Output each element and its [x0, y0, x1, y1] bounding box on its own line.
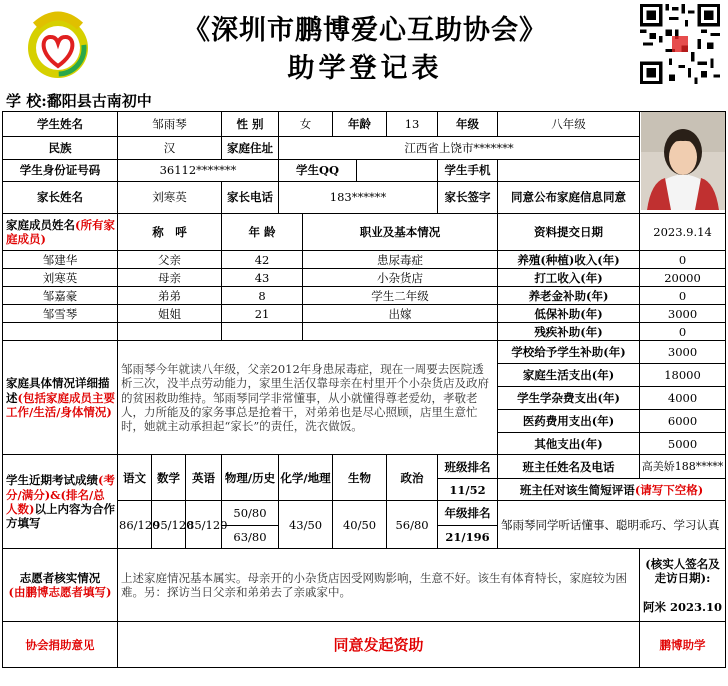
member-name: 刘寒英	[3, 269, 118, 287]
volunteer-text: 上述家庭情况基本属实。母亲开的小杂货店因受网购影响，生意不好。该生有体育特长，家庭较为困难。另：探访当日父亲和弟弟去了亲戚家中。	[118, 549, 640, 622]
class-rank-label: 班级排名	[438, 455, 498, 479]
member-age-empty	[222, 323, 303, 341]
grade-rank: 21/196	[438, 526, 498, 549]
score-chinese: 86/120	[118, 501, 152, 549]
score-politics: 56/80	[387, 501, 438, 549]
income-value: 18000	[640, 364, 726, 387]
member-job: 出嫁	[303, 305, 498, 323]
member-relation-empty	[118, 323, 222, 341]
age-label: 年龄	[333, 112, 387, 137]
member-job: 患尿毒症	[303, 251, 498, 269]
phone-label: 学生手机	[438, 160, 498, 182]
subject-chinese: 语文	[118, 455, 152, 501]
gender-label: 性 别	[222, 112, 279, 137]
member-name: 邹嘉豪	[3, 287, 118, 305]
heart-logo-icon	[18, 6, 98, 86]
exam-label-black: 学生近期考试成绩	[6, 473, 98, 488]
registration-form	[2, 111, 726, 668]
member-job-empty	[303, 323, 498, 341]
member-name-empty	[3, 323, 118, 341]
teacher-label: 班主任姓名及电话	[498, 455, 640, 479]
id-number: 36112*******	[118, 160, 279, 182]
comment-label-red: (请写下空格)	[634, 482, 704, 497]
income-label: 学生学杂费支出(年)	[498, 387, 640, 410]
footer-center: 同意发起资助	[118, 622, 640, 668]
parent-label: 家长姓名	[3, 181, 118, 213]
sign-label: 家长签字	[438, 181, 498, 213]
member-job: 学生二年级	[303, 287, 498, 305]
header	[0, 0, 728, 90]
subject-english: 英语	[186, 455, 222, 501]
agree-text: 同意公布家庭信息同意	[498, 181, 640, 213]
subject-chemistry: 化学/地理	[279, 455, 333, 501]
student-photo	[640, 112, 726, 214]
member-age: 21	[222, 305, 303, 323]
income-value: 0	[640, 323, 726, 341]
signer-label: (核实人签名及走访日期):	[645, 556, 720, 585]
ethnic: 汉	[118, 137, 222, 160]
relation-label: 称 呼	[118, 214, 222, 251]
submit-date: 2023.9.14	[640, 214, 726, 251]
exam-label	[3, 455, 118, 549]
score-english: 85/120	[186, 501, 222, 549]
income-label: 低保补助(年)	[498, 305, 640, 323]
comment-label	[498, 479, 726, 501]
score-math: 95/120	[152, 501, 186, 549]
income-label: 残疾补助(年)	[498, 323, 640, 341]
income-value: 6000	[640, 410, 726, 433]
parent-name: 刘寒英	[118, 181, 222, 213]
score-physics: 50/80	[222, 501, 279, 526]
teacher-value: 高美娇188*****	[640, 455, 726, 479]
income-value: 20000	[640, 269, 726, 287]
situation-label	[3, 341, 118, 455]
income-value: 5000	[640, 433, 726, 455]
member-relation: 父亲	[118, 251, 222, 269]
income-label: 家庭生活支出(年)	[498, 364, 640, 387]
situation-label-red: (包括家庭成员主要工作/生活/身体情况)	[6, 390, 115, 420]
subject-math: 数学	[152, 455, 186, 501]
member-name: 邹雪琴	[3, 305, 118, 323]
family-label	[3, 214, 118, 251]
id-label: 学生身份证号码	[3, 160, 118, 182]
member-name: 邹建华	[3, 251, 118, 269]
member-age: 8	[222, 287, 303, 305]
subject-biology: 生物	[333, 455, 387, 501]
gender: 女	[279, 112, 333, 137]
volunteer-signer	[640, 549, 726, 622]
age: 13	[387, 112, 438, 137]
exam-label-note: 以上内容为合作方填写	[6, 501, 115, 531]
income-label: 其他支出(年)	[498, 433, 640, 455]
title-line1: 《深圳市鹏博爱心互助协会》	[183, 15, 547, 46]
family-label-black: 家庭成员姓名	[6, 218, 75, 232]
school-name: 学 校:鄱阳县古南初中	[6, 92, 152, 110]
situation-text: 邹雨琴今年就读八年级，父亲2012年身患尿毒症，现在一周要去医院透析三次，没半点劳动能力，家里生活仅靠母亲在村里开个小杂货店及政府的贫困救助维持。邹雨琴同学非常懂事，从小就懂得尊老爱幼，孝敬老人，力所能及的家务事总是抢着干，对弟弟也是尽心照顾，店里生意忙时，她就主动承担起“家长”的责任，洗衣做饭。	[118, 341, 498, 455]
income-label: 学校给予学生补助(年)	[498, 341, 640, 364]
subject-physics: 物理/历史	[222, 455, 279, 501]
footer-right: 鹏博助学	[640, 622, 726, 668]
footer-left: 协会捐助意见	[3, 622, 118, 668]
date-label: 资料提交日期	[498, 214, 640, 251]
income-label: 医药费用支出(年)	[498, 410, 640, 433]
signer-value: 阿米 2023.10	[643, 599, 723, 614]
parent-phone-label: 家长电话	[222, 181, 279, 213]
member-job: 小杂货店	[303, 269, 498, 287]
income-value: 0	[640, 287, 726, 305]
income-value: 3000	[640, 341, 726, 364]
student-name-label: 学生姓名	[3, 112, 118, 137]
income-value: 0	[640, 251, 726, 269]
ethnic-label: 民族	[3, 137, 118, 160]
address-label: 家庭住址	[222, 137, 279, 160]
grade: 八年级	[498, 112, 640, 137]
teacher-comment: 邹雨琴同学听话懂事、聪明乖巧、学习认真	[498, 501, 726, 549]
class-rank: 11/52	[438, 479, 498, 501]
parent-phone: 183******	[279, 181, 438, 213]
qq-label: 学生QQ	[279, 160, 357, 182]
income-value: 3000	[640, 305, 726, 323]
grade-rank-label: 年级排名	[438, 501, 498, 526]
title-line2: 助学登记表	[287, 53, 443, 84]
income-label: 打工收入(年)	[498, 269, 640, 287]
score-biology: 40/50	[333, 501, 387, 549]
member-relation: 姐姐	[118, 305, 222, 323]
member-age: 43	[222, 269, 303, 287]
qr-code-icon	[640, 4, 720, 84]
volunteer-label-red: (由鹏博志愿者填写)	[8, 585, 112, 600]
comment-label-black: 班主任对该生简短评语	[519, 482, 635, 497]
student-photo-icon	[641, 112, 725, 210]
volunteer-label-black: 志愿者核实情况	[19, 571, 101, 585]
member-relation: 母亲	[118, 269, 222, 287]
phone-value	[498, 160, 640, 182]
score-history: 63/80	[222, 526, 279, 549]
member-age: 42	[222, 251, 303, 269]
address: 江西省上饶市*******	[279, 137, 640, 160]
family-age-label: 年 龄	[222, 214, 303, 251]
income-label: 养殖(种植)收入(年)	[498, 251, 640, 269]
volunteer-label	[3, 549, 118, 622]
family-label-red: (所有家庭成员)	[6, 218, 115, 247]
situation-label-black: 家庭具体情况详细描述	[6, 376, 110, 405]
subject-politics: 政治	[387, 455, 438, 501]
income-value: 4000	[640, 387, 726, 410]
score-chemistry: 43/50	[279, 501, 333, 549]
exam-label-red: (考分/满分)&(排名/总人数)	[6, 473, 115, 516]
member-relation: 弟弟	[118, 287, 222, 305]
grade-label: 年级	[438, 112, 498, 137]
qq-value	[357, 160, 438, 182]
income-label: 养老金补助(年)	[498, 287, 640, 305]
student-name: 邹雨琴	[118, 112, 222, 137]
job-label: 职业及基本情况	[303, 214, 498, 251]
